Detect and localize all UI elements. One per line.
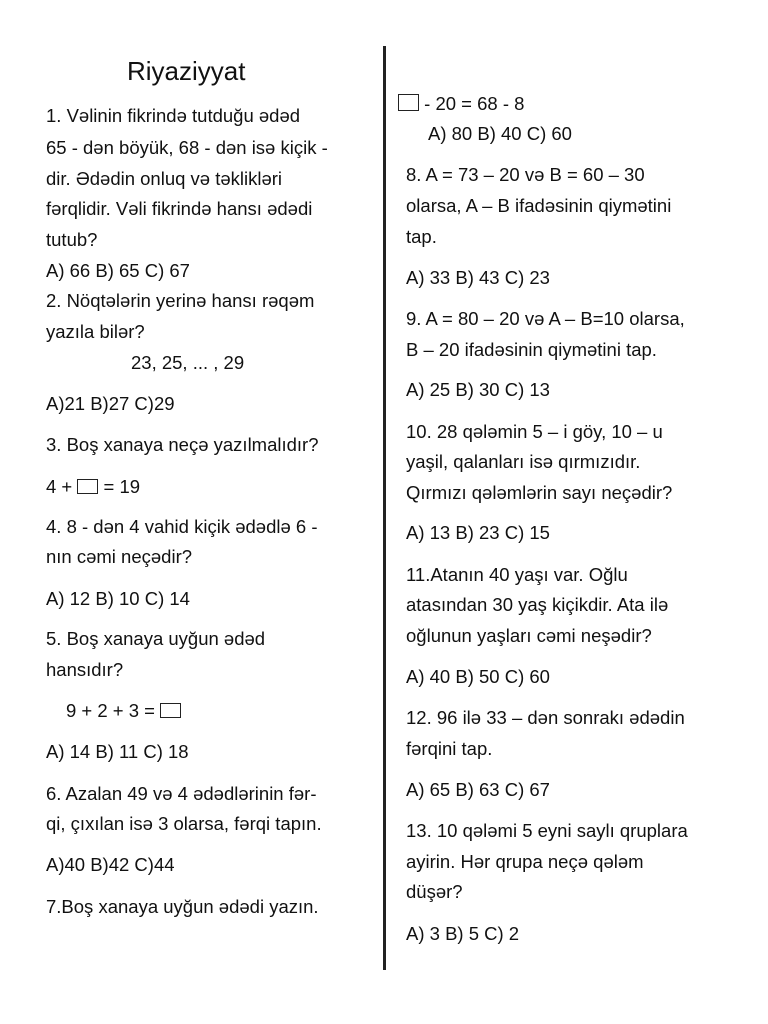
page-title: Riyaziyyat (127, 56, 246, 86)
question-text: 4. 8 - dən 4 vahid kiçik ədədlə 6 - (46, 516, 318, 537)
answer-options: A) 80 B) 40 C) 60 (428, 123, 572, 144)
question-text: fərqini tap. (406, 738, 493, 759)
question-text: yaşil, qalanları isə qırmızıdır. (406, 451, 641, 472)
equation-right: = 19 (103, 476, 141, 497)
answer-options: A) 3 B) 5 C) 2 (406, 923, 520, 944)
column-divider (383, 46, 386, 970)
equation (66, 702, 181, 721)
question-text: atasından 30 yaş kiçikdir. Ata ilə (406, 594, 669, 615)
answer-options: A)40 B)42 C)44 (46, 854, 175, 875)
question-text: 2. Nöqtələrin yerinə hansı rəqəm (46, 290, 315, 311)
equation (46, 478, 140, 497)
question-text: fərqlidir. Vəli fikrində hansı ədədi (46, 198, 313, 219)
question-text: ayirin. Hər qrupa neçə qələm (406, 851, 644, 872)
answer-box[interactable] (398, 94, 419, 111)
answer-options: A) 65 B) 63 C) 67 (406, 779, 550, 800)
number-sequence: 23, 25, ... , 29 (131, 352, 245, 373)
equation-right: - 20 = 68 - 8 (424, 93, 525, 114)
question-text: B – 20 ifadəsinin qiymətini tap. (406, 339, 657, 360)
question-text: oğlunun yaşları cəmi neşədir? (406, 625, 652, 646)
answer-box[interactable] (77, 479, 98, 494)
question-text: 3. Boş xanaya neçə yazılmalıdır? (46, 434, 319, 455)
question-text: nın cəmi neçədir? (46, 546, 193, 567)
question-text: yazıla bilər? (46, 321, 145, 342)
answer-options: A) 66 B) 65 C) 67 (46, 260, 190, 281)
question-text: 1. Vəlinin fikrində tutduğu ədəd (46, 105, 301, 126)
question-text: hansıdır? (46, 659, 124, 680)
answer-options: A)21 B)27 C)29 (46, 393, 175, 414)
equation (398, 94, 524, 114)
question-text: Qırmızı qələmlərin sayı neçədir? (406, 482, 673, 503)
question-text: 65 - dən böyük, 68 - dən isə kiçik - (46, 137, 328, 158)
question-text: 6. Azalan 49 və 4 ədədlərinin fər- (46, 783, 317, 804)
question-text: tap. (406, 226, 437, 247)
question-text: olarsa, A – B ifadəsinin qiymətini (406, 195, 672, 216)
answer-box[interactable] (160, 703, 181, 718)
answer-options: A) 13 B) 23 C) 15 (406, 522, 550, 543)
equation-left: 4 + (46, 476, 73, 497)
question-text: 11.Atanın 40 yaşı var. Oğlu (406, 564, 628, 585)
question-text: qi, çıxılan isə 3 olarsa, fərqi tapın. (46, 813, 322, 834)
answer-options: A) 33 B) 43 C) 23 (406, 267, 550, 288)
answer-options: A) 25 B) 30 C) 13 (406, 379, 550, 400)
equation-left: 9 + 2 + 3 = (66, 700, 155, 721)
question-text: 10. 28 qələmin 5 – i göy, 10 – u (406, 421, 663, 442)
question-text: 8. A = 73 – 20 və B = 60 – 30 (406, 164, 645, 185)
question-text: düşər? (406, 881, 463, 902)
answer-options: A) 14 B) 11 C) 18 (46, 741, 189, 762)
question-text: 12. 96 ilə 33 – dən sonrakı ədədin (406, 707, 685, 728)
question-text: tutub? (46, 229, 98, 250)
answer-options: A) 12 B) 10 C) 14 (46, 588, 190, 609)
question-text: 13. 10 qələmi 5 eyni saylı qruplara (406, 820, 688, 841)
question-text: 7.Boş xanaya uyğun ədədi yazın. (46, 896, 319, 917)
answer-options: A) 40 B) 50 C) 60 (406, 666, 550, 687)
question-text: dir. Ədədin onluq və təklikləri (46, 168, 283, 189)
question-text: 5. Boş xanaya uyğun ədəd (46, 628, 266, 649)
question-text: 9. A = 80 – 20 və A – B=10 olarsa, (406, 308, 685, 329)
